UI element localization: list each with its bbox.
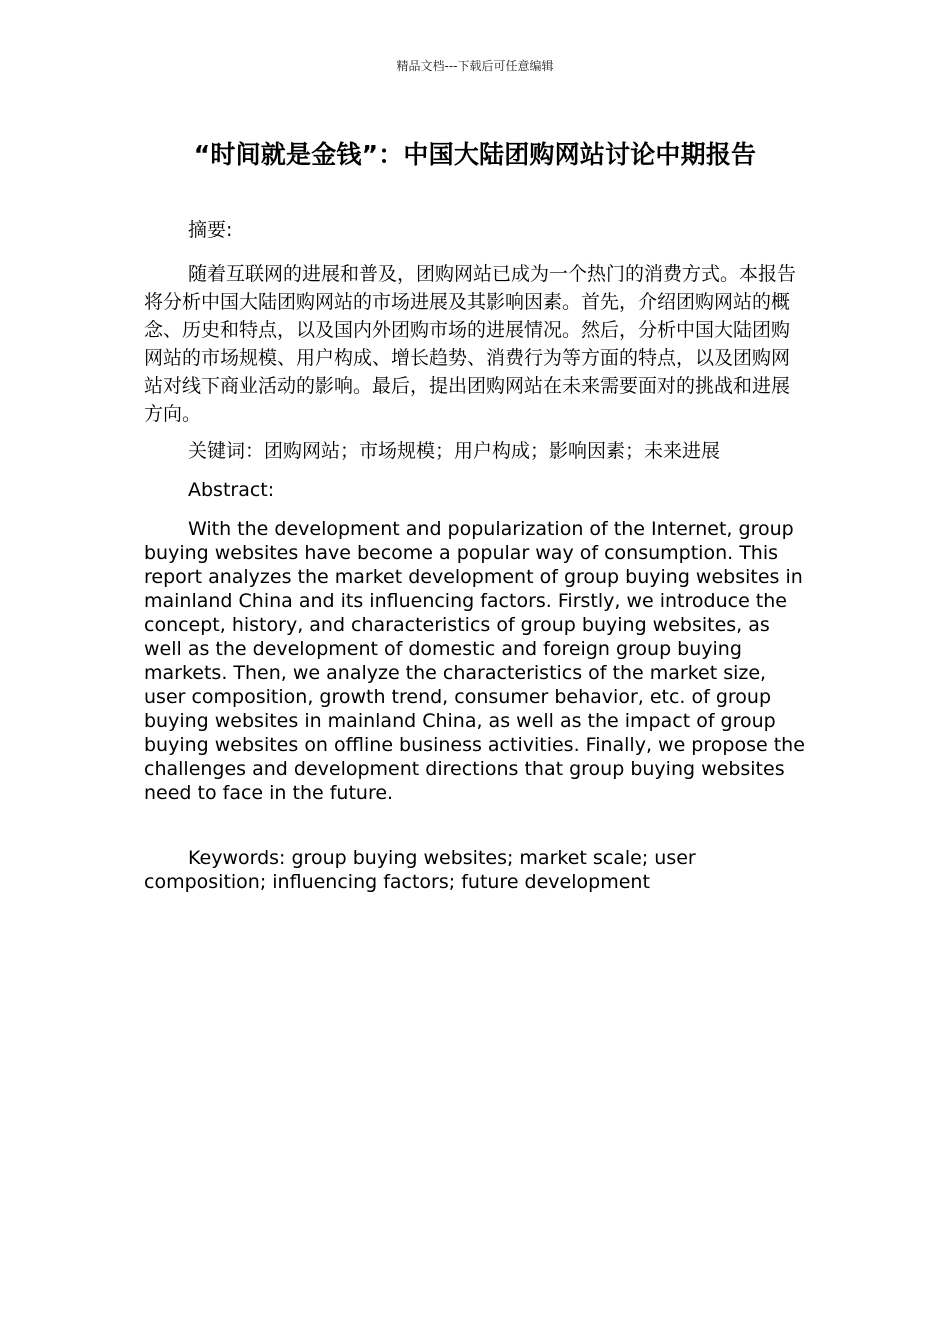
zh-abstract-paragraph: 随着互联网的进展和普及，团购网站已成为一个热门的消费方式。本报告将分析中国大陆团购网站的市场进展及其影响因素。首先，介绍团购网站的概念、历史和特点，以及国内外团购市场的进展情况。然后，分析中国大陆团购网站的市场规模、用户构成、增长趋势、消费行为等方面的特点，以及团购网站对线下商业活动的影响。最后，提出团购网站在未来需要面对的挑战和进展方向。 [144,263,797,425]
zh-abstract-block [144,260,806,428]
en-abstract-block [144,517,806,805]
en-keywords: Keywords: group buying websites; market scale; user composition; influencing factors; future development [144,847,696,893]
zh-keywords: 关键词：团购网站；市场规模；用户构成；影响因素；未来进展 [188,440,721,462]
en-abstract-section [144,478,806,502]
en-keywords-block [144,846,806,894]
document-title: “时间就是金钱”：中国大陆团购网站讨论中期报告 [193,140,757,169]
en-abstract-paragraph: With the development and popularization of the Internet, group buying websites have become a popular way of consumption. This report analyzes the market development of group buying websites in mainland China and its influencing factors. Firstly, we introduce the concept, history, and characteristics of group buying websites, as well as the development of domestic and foreign group buying markets. Then, we analyze the characteristics of the market size, user composition, growth trend, consumer behavior, etc. of group buying websites in mainland China, as well as the impact of group buying websites on offline business activities. Finally, we propose the challenges and development directions that group buying websites need to face in the future. [144,518,805,804]
zh-abstract-label: 摘要: [188,219,233,241]
header-note: 精品文档---下载后可任意编辑 [396,59,554,73]
zh-abstract-section [144,218,806,242]
zh-keywords-block [144,439,806,463]
en-abstract-label: Abstract: [188,479,275,501]
